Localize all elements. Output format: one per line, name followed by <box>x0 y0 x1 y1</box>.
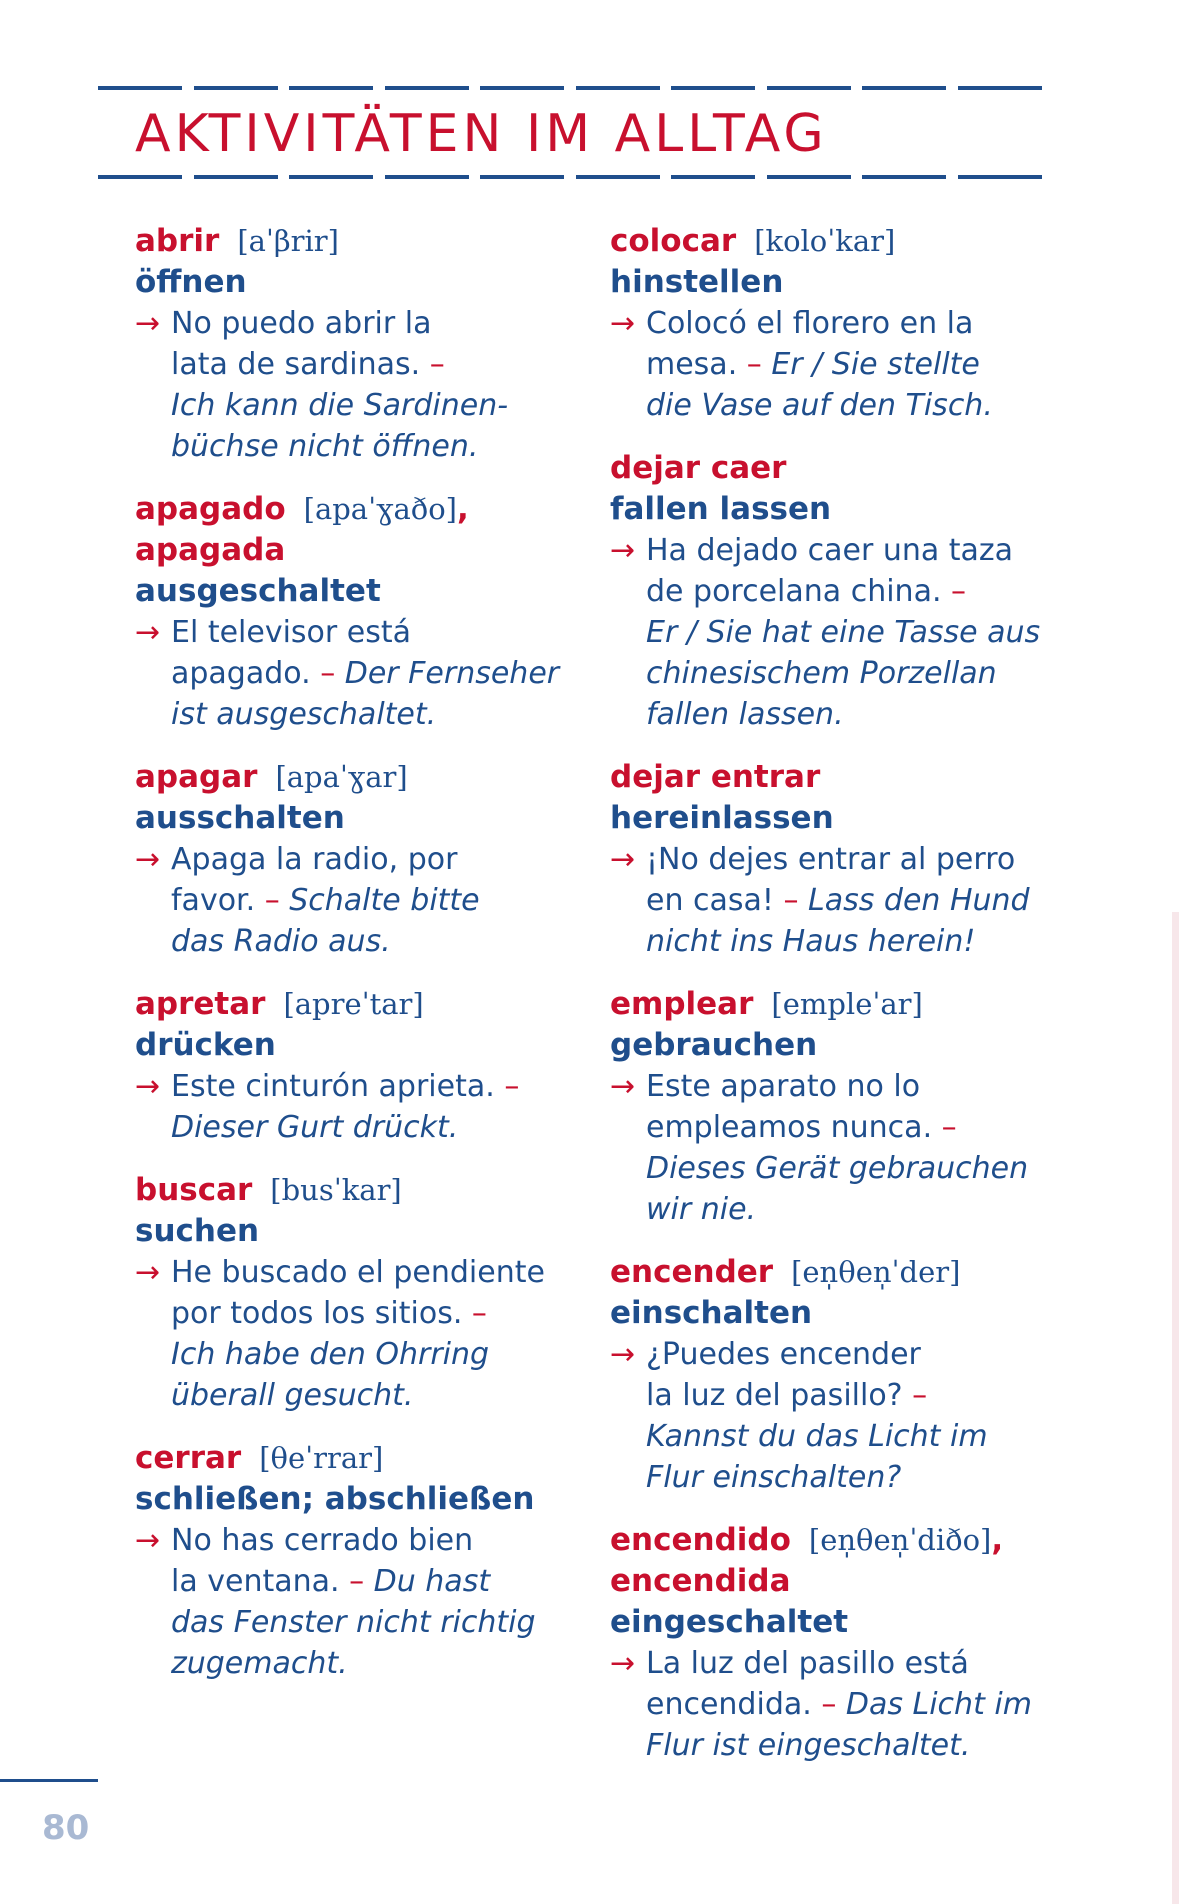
example-line <box>646 1457 1050 1498</box>
spanish-text: por todos los sitios. <box>171 1296 463 1331</box>
translation: fallen lassen <box>610 491 832 527</box>
spanish-text: La luz del pasillo está <box>646 1646 969 1681</box>
dash-separator: – <box>339 1564 374 1599</box>
pronunciation: [busˈkar] <box>270 1173 402 1207</box>
headword-line <box>610 984 1050 1025</box>
example-line <box>646 571 1050 612</box>
example-line <box>171 921 575 962</box>
example-sentence <box>135 1252 575 1416</box>
example-line <box>646 1066 1050 1107</box>
dictionary-entry <box>610 757 1050 962</box>
headword-line <box>610 1561 1050 1602</box>
translation: öffnen <box>135 264 247 300</box>
example-line <box>171 1334 575 1375</box>
example-line <box>171 1293 575 1334</box>
dash-separator: – <box>932 1110 957 1145</box>
headword-line <box>135 489 575 530</box>
translation: gebrauchen <box>610 1027 818 1063</box>
headword-line <box>610 221 1050 262</box>
example-line <box>171 344 575 385</box>
example-sentence <box>610 1643 1050 1766</box>
german-text: büchse nicht öffnen. <box>171 429 479 464</box>
german-text: Flur ist eingeschaltet. <box>646 1728 971 1763</box>
arrow-icon: → <box>135 1255 161 1290</box>
example-line <box>646 1684 1050 1725</box>
dash-separator: – <box>773 883 809 918</box>
pronunciation: [koloˈkar] <box>754 224 896 258</box>
spanish-text: empleamos nunca. <box>646 1110 933 1145</box>
headword-feminine: apagada <box>135 532 286 568</box>
example-line <box>646 385 1050 426</box>
arrow-icon: → <box>135 306 161 341</box>
example-line <box>646 344 1050 385</box>
example-line <box>646 880 1050 921</box>
german-text: Das Licht im <box>845 1687 1032 1722</box>
german-text: das Radio aus. <box>171 924 391 959</box>
example-sentence <box>135 612 575 735</box>
dictionary-entry <box>610 1252 1050 1498</box>
example-line <box>646 839 1050 880</box>
german-text: wir nie. <box>646 1192 757 1227</box>
example-line <box>646 1148 1050 1189</box>
example-line <box>171 385 575 426</box>
arrow-icon: → <box>135 842 161 877</box>
example-line <box>171 303 575 344</box>
edge-tab <box>1172 912 1179 1904</box>
example-line <box>171 880 575 921</box>
pronunciation: [apreˈtar] <box>283 987 424 1021</box>
german-text: zugemacht. <box>171 1646 348 1681</box>
headword: cerrar <box>135 1440 242 1476</box>
german-text: fallen lassen. <box>646 697 844 732</box>
example-sentence <box>610 1334 1050 1498</box>
example-line <box>646 1107 1050 1148</box>
german-text: das Fenster nicht richtig <box>171 1605 536 1640</box>
pronunciation: [θeˈrrar] <box>259 1441 384 1475</box>
dash-separator: – <box>255 883 290 918</box>
spanish-text: en casa! <box>646 883 774 918</box>
spanish-text: He buscado el pendiente <box>171 1255 545 1290</box>
german-text: Ich habe den Ohrring <box>171 1337 490 1372</box>
headword-line <box>135 1170 575 1211</box>
arrow-icon: → <box>135 615 161 650</box>
dash-separator: – <box>902 1378 928 1413</box>
spanish-text: ¿Puedes encender <box>646 1337 921 1372</box>
spanish-text: Apaga la radio, por <box>171 842 458 877</box>
example-line <box>646 612 1050 653</box>
german-text: Ich kann die Sardinen- <box>171 388 509 423</box>
example-sentence <box>135 1520 575 1684</box>
pronunciation: [empleˈar] <box>771 987 923 1021</box>
headword-line <box>610 1252 1050 1293</box>
headword-line <box>135 1438 575 1479</box>
pronunciation: [aˈβrir] <box>237 224 339 258</box>
headword-separator: , <box>456 491 469 527</box>
example-line <box>171 1520 575 1561</box>
german-text: nicht ins Haus herein! <box>646 924 976 959</box>
dictionary-entry <box>135 489 575 735</box>
german-text: chinesischem Porzellan <box>646 656 997 691</box>
spanish-text: la luz del pasillo? <box>646 1378 903 1413</box>
headword: dejar entrar <box>610 759 821 795</box>
example-sentence <box>610 1066 1050 1230</box>
translation: eingeschaltet <box>610 1604 849 1640</box>
example-line <box>646 1375 1050 1416</box>
example-line <box>171 612 575 653</box>
spanish-text: apagado. <box>171 656 311 691</box>
headword: apretar <box>135 986 266 1022</box>
pronunciation: [apaˈɣar] <box>275 760 408 794</box>
headword-line <box>135 757 575 798</box>
headword: abrir <box>135 223 220 259</box>
example-line <box>646 921 1050 962</box>
german-text: Du hast <box>373 1564 491 1599</box>
example-line <box>171 694 575 735</box>
example-sentence <box>135 303 575 467</box>
dictionary-entry <box>610 984 1050 1230</box>
dictionary-entry <box>135 1438 575 1684</box>
german-text: Er / Sie stellte <box>771 347 980 382</box>
left-column <box>135 221 575 1706</box>
spanish-text: No has cerrado bien <box>171 1523 474 1558</box>
spanish-text: Este aparato no lo <box>646 1069 921 1104</box>
german-text: Der Fernseher <box>344 656 560 691</box>
example-line <box>646 530 1050 571</box>
spanish-text: la ventana. <box>171 1564 340 1599</box>
example-sentence <box>610 530 1050 735</box>
dictionary-entry <box>610 221 1050 426</box>
example-line <box>646 1334 1050 1375</box>
german-text: Lass den Hund <box>808 883 1030 918</box>
headword-line <box>135 530 575 571</box>
translation: suchen <box>135 1213 260 1249</box>
headword: dejar caer <box>610 450 787 486</box>
example-sentence <box>135 839 575 962</box>
pronunciation: [en̩θen̩ˈder] <box>791 1255 961 1289</box>
arrow-icon: → <box>135 1069 161 1104</box>
dash-separator: – <box>494 1069 520 1104</box>
dash-separator: – <box>420 347 445 382</box>
arrow-icon: → <box>610 842 636 877</box>
german-text: Schalte bitte <box>289 883 480 918</box>
dash-separator: – <box>462 1296 487 1331</box>
headword: colocar <box>610 223 737 259</box>
translation: ausschalten <box>135 800 345 836</box>
example-line <box>171 1107 575 1148</box>
dictionary-entry <box>135 1170 575 1416</box>
example-line <box>171 426 575 467</box>
dash-separator: – <box>310 656 345 691</box>
dictionary-entry <box>610 1520 1050 1766</box>
headword: encender <box>610 1254 774 1290</box>
dictionary-entry <box>135 757 575 962</box>
right-column <box>610 221 1050 1788</box>
spanish-text: favor. <box>171 883 256 918</box>
arrow-icon: → <box>610 1646 636 1681</box>
example-line <box>171 653 575 694</box>
example-line <box>171 1561 575 1602</box>
arrow-icon: → <box>135 1523 161 1558</box>
headword-line <box>135 984 575 1025</box>
dash-separator: – <box>811 1687 846 1722</box>
dictionary-entry <box>135 984 575 1148</box>
spanish-text: Ha dejado caer una taza <box>646 533 1014 568</box>
arrow-icon: → <box>610 306 636 341</box>
german-text: Flur einschalten? <box>646 1460 902 1495</box>
headword-line <box>135 221 575 262</box>
arrow-icon: → <box>610 1337 636 1372</box>
translation: schließen; abschließen <box>135 1481 535 1517</box>
headword: buscar <box>135 1172 253 1208</box>
spanish-text: lata de sardinas. <box>171 347 421 382</box>
dash-separator: – <box>941 574 967 609</box>
footer-rule <box>0 1779 98 1782</box>
example-sentence <box>610 303 1050 426</box>
header-rule-bottom <box>98 175 1042 179</box>
arrow-icon: → <box>610 1069 636 1104</box>
headword-line <box>610 1520 1050 1561</box>
spanish-text: encendida. <box>646 1687 812 1722</box>
example-sentence <box>610 839 1050 962</box>
german-text: Er / Sie hat eine Tasse aus <box>646 615 1041 650</box>
spanish-text: Colocó el florero en la <box>646 306 974 341</box>
spanish-text: Este cinturón aprieta. <box>171 1069 495 1104</box>
arrow-icon: → <box>610 533 636 568</box>
translation: hereinlassen <box>610 800 834 836</box>
translation: einschalten <box>610 1295 813 1331</box>
german-text: Dieses Gerät gebrauchen <box>646 1151 1029 1186</box>
spanish-text: No puedo abrir la <box>171 306 432 341</box>
german-text: überall gesucht. <box>171 1378 414 1413</box>
header-rule-top <box>98 86 1042 90</box>
example-line <box>646 1643 1050 1684</box>
example-line <box>646 303 1050 344</box>
headword-line <box>610 448 1050 489</box>
example-line <box>171 1602 575 1643</box>
headword: apagar <box>135 759 258 795</box>
spanish-text: El televisor está <box>171 615 412 650</box>
example-line <box>171 1066 575 1107</box>
example-line <box>646 1416 1050 1457</box>
translation: ausgeschaltet <box>135 573 381 609</box>
headword: encendido <box>610 1522 791 1558</box>
example-sentence <box>135 1066 575 1148</box>
german-text: die Vase auf den Tisch. <box>646 388 993 423</box>
spanish-text: de porcelana china. <box>646 574 942 609</box>
example-line <box>646 1725 1050 1766</box>
pronunciation: [apaˈɣaðo] <box>303 492 457 526</box>
page-number: 80 <box>42 1808 90 1848</box>
german-text: Kannst du das Licht im <box>646 1419 988 1454</box>
german-text: Dieser Gurt drückt. <box>171 1110 459 1145</box>
headword: apagado <box>135 491 286 527</box>
headword-line <box>610 757 1050 798</box>
spanish-text: mesa. <box>646 347 738 382</box>
example-line <box>646 653 1050 694</box>
example-line <box>646 694 1050 735</box>
example-line <box>171 1375 575 1416</box>
example-line <box>171 1252 575 1293</box>
translation: drücken <box>135 1027 276 1063</box>
headword-separator: , <box>991 1522 1004 1558</box>
headword-feminine: encendida <box>610 1563 791 1599</box>
dash-separator: – <box>737 347 772 382</box>
pronunciation: [en̩θen̩ˈdiðo] <box>808 1523 992 1557</box>
dictionary-entry <box>135 221 575 467</box>
headword: emplear <box>610 986 754 1022</box>
spanish-text: ¡No dejes entrar al perro <box>646 842 1016 877</box>
example-line <box>171 1643 575 1684</box>
translation: hinstellen <box>610 264 784 300</box>
example-line <box>646 1189 1050 1230</box>
german-text: ist ausgeschaltet. <box>171 697 437 732</box>
page-title: AKTIVITÄTEN IM ALLTAG <box>135 104 828 164</box>
dictionary-entry <box>610 448 1050 735</box>
example-line <box>171 839 575 880</box>
